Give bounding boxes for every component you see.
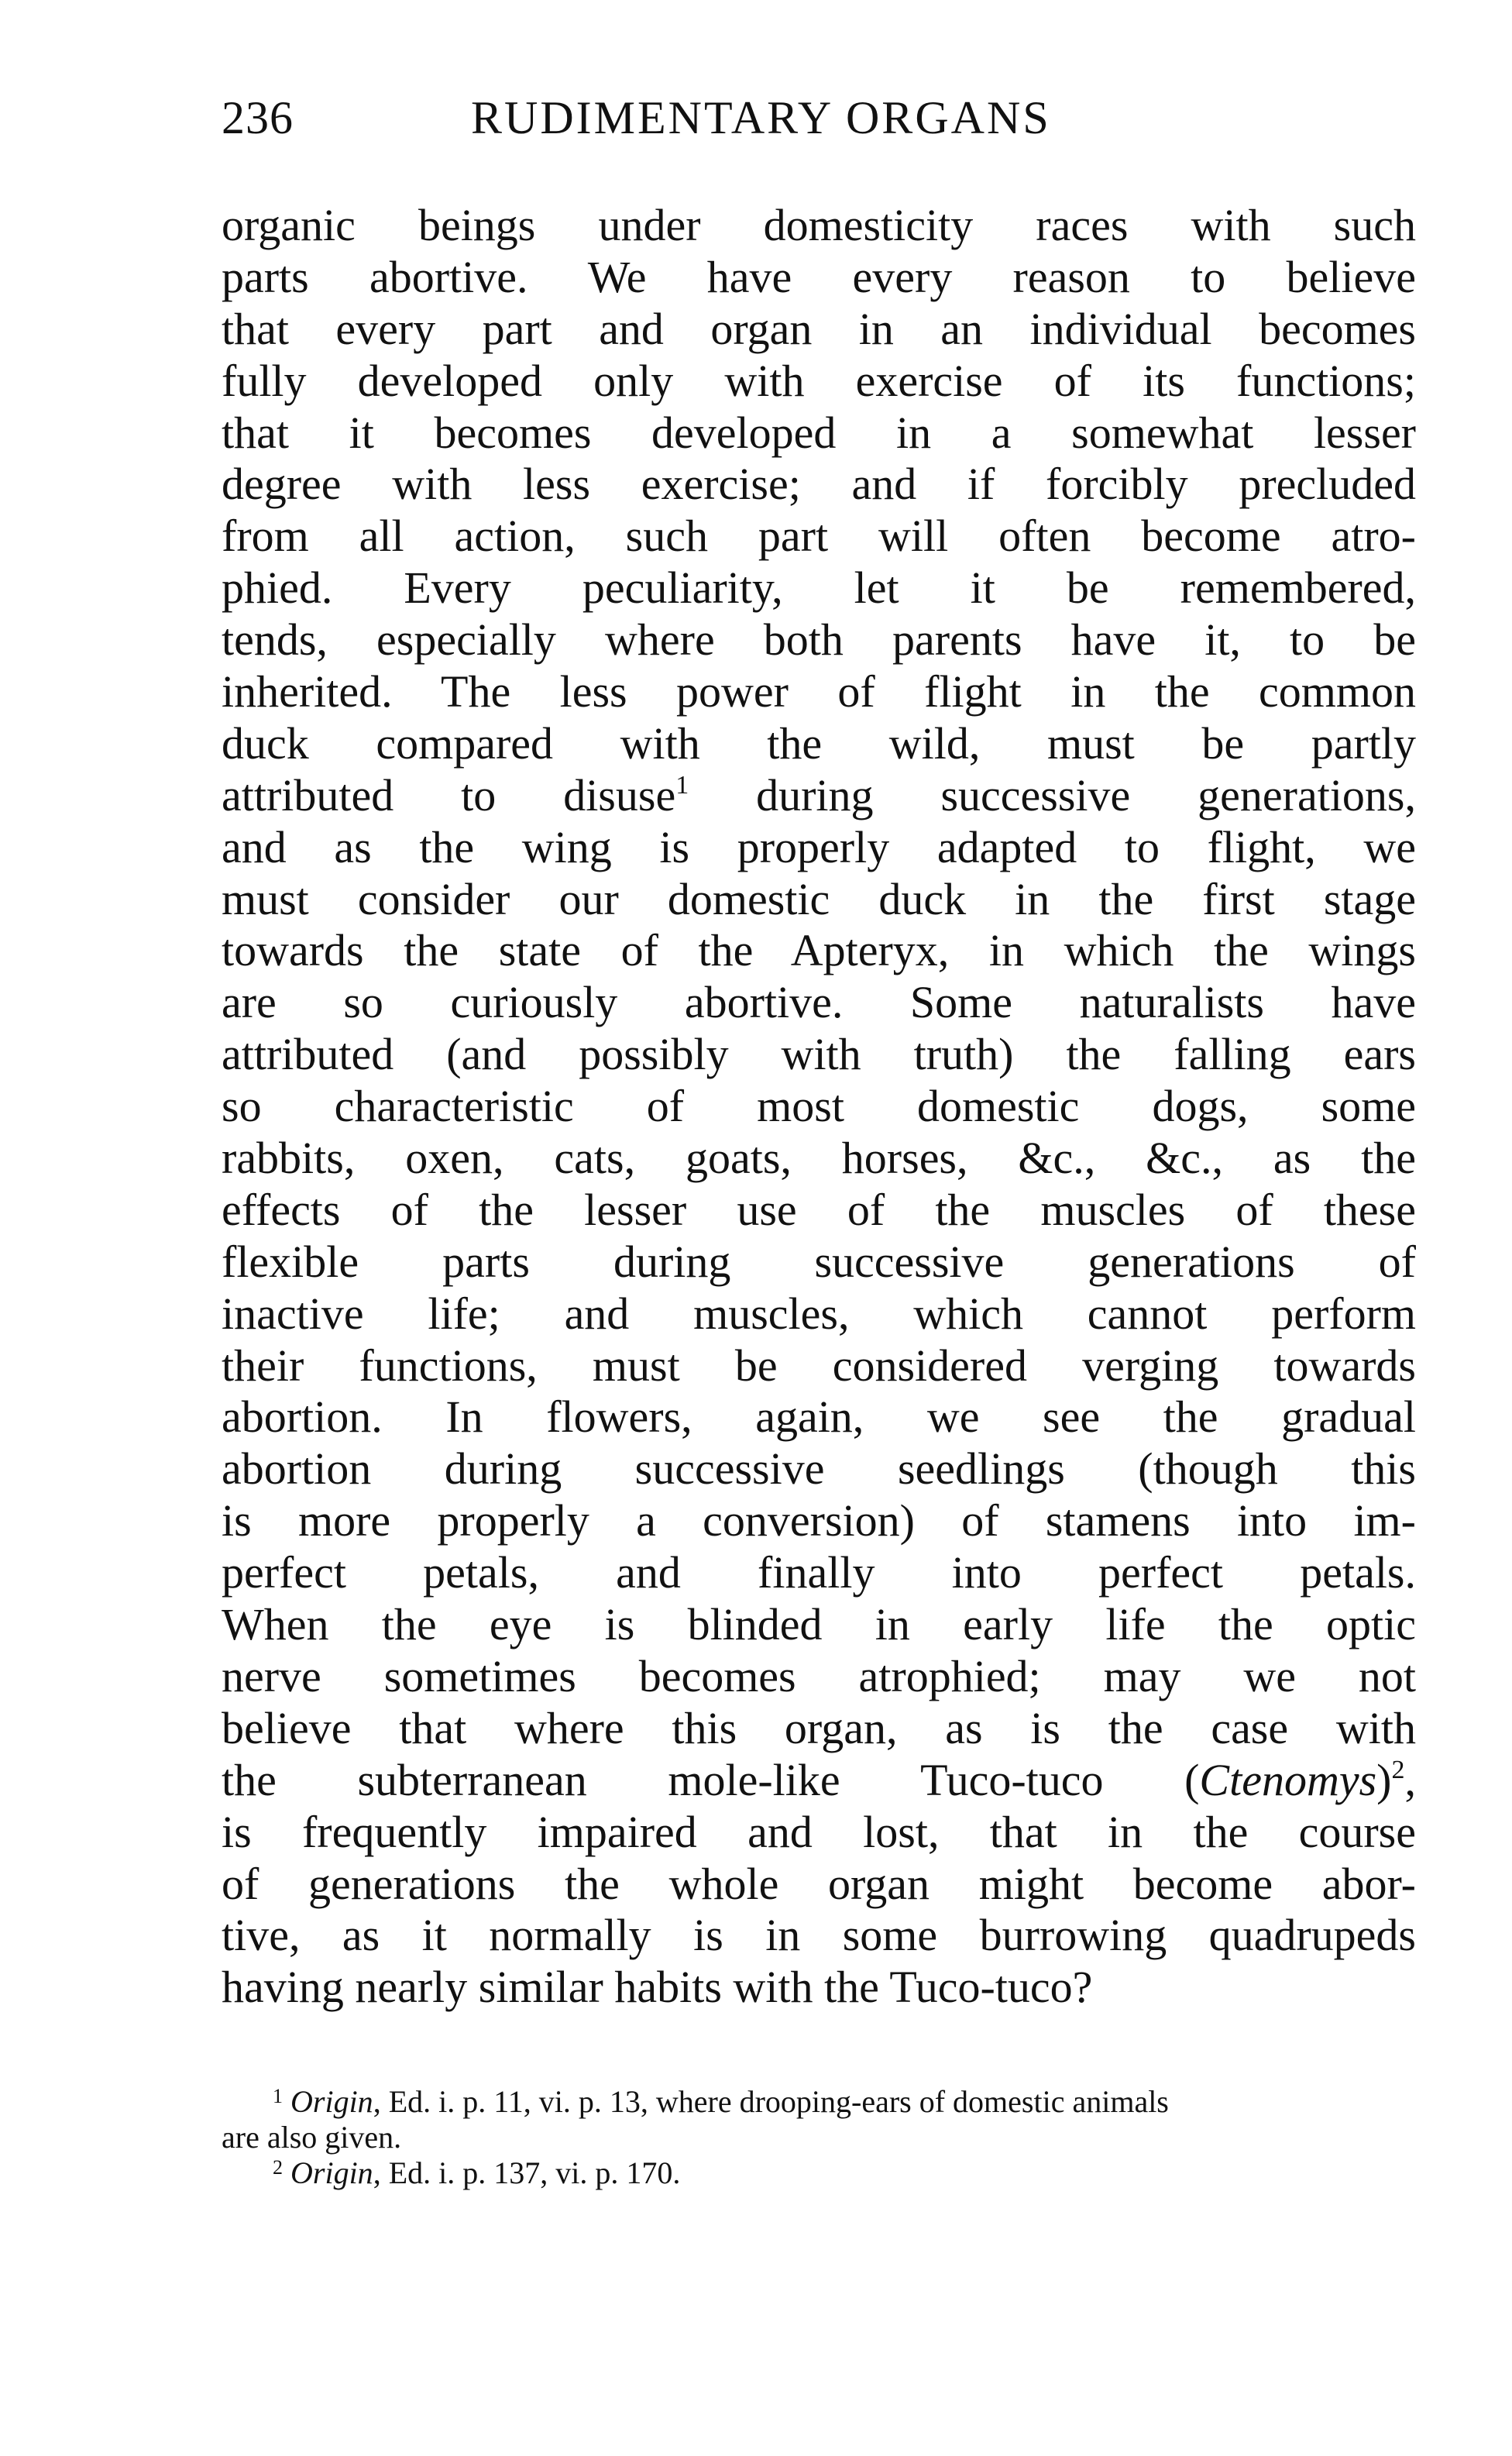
body-line: inherited. The less power of flight in the common [222,666,1416,717]
footnote-source: Origin [290,2155,373,2190]
footnote-ref-2: 2 [1391,1755,1405,1784]
body-line: from all action, such part will often become atro- [222,511,1416,562]
footnote-mark: 1 [273,2085,283,2107]
body-line-with-footnote-ref [222,770,1416,822]
body-line: believe that where this organ, as is the case with [222,1702,1416,1753]
body-line: abortion during successive seedlings (though this [222,1443,1416,1495]
body-line: their functions, must be considered verging towards [222,1340,1416,1391]
body-line: that it becomes developed in a somewhat lesser [222,407,1416,458]
body-line: is frequently impaired and lost, that in the course [222,1806,1416,1857]
body-line-with-footnote-ref [222,1755,1416,1807]
body-line: tive, as it normally is in some burrowing quadrupeds [222,1910,1416,1961]
body-line-text: , [1404,1754,1416,1805]
body-line: of generations the whole organ might become abor- [222,1858,1416,1909]
footnotes [222,2084,1416,2191]
footnote-source: Origin [290,2084,373,2119]
body-line: organic beings under domesticity races with such [222,200,1416,250]
footnote-text: , Ed. i. p. 11, vi. p. 13, where drooping-ears of domestic animals [373,2084,1169,2119]
page-number: 236 [222,92,294,143]
body-line-text: during successive generations, [689,769,1417,820]
genus-name: Ctenomys [1199,1754,1377,1805]
footnote-1 [222,2084,1416,2120]
body-line: having nearly similar habits with the Tuco-tuco? [222,1962,1093,2013]
body-line-text: attributed to disuse [222,769,676,820]
body-line: fully developed only with exercise of its functions; [222,355,1416,406]
body-line: flexible parts during successive generations of [222,1236,1416,1287]
footnote-1-continuation: are also given. [222,2120,402,2155]
page-header [222,91,1414,161]
body-line-text: ) [1376,1754,1392,1805]
body-line: must consider our domestic duck in the first stage [222,873,1416,924]
body-line: that every part and organ in an individual becomes [222,303,1416,354]
body-line: degree with less exercise; and if forcibly precluded [222,459,1416,510]
body-line: attributed (and possibly with truth) the falling ears [222,1029,1416,1080]
body-line: nerve sometimes becomes atrophied; may we not [222,1650,1416,1701]
running-head: RUDIMENTARY ORGANS [471,92,1051,143]
footnote-2 [222,2155,1416,2191]
body-line: When the eye is blinded in early life the optic [222,1599,1416,1650]
body-line: towards the state of the Apteryx, in which the wings [222,925,1416,976]
body-line: so characteristic of most domestic dogs, some [222,1081,1416,1132]
body-line: abortion. In flowers, again, we see the gradual [222,1391,1416,1443]
footnote-mark: 2 [273,2156,283,2179]
body-text [222,200,1416,2014]
body-line: perfect petals, and finally into perfect petals. [222,1547,1416,1598]
body-line: phied. Every peculiarity, let it be remembered, [222,562,1416,614]
body-line: duck compared with the wild, must be partly [222,717,1416,769]
body-line: inactive life; and muscles, which cannot perform [222,1288,1416,1339]
body-line: effects of the lesser use of the muscles of these [222,1184,1416,1235]
footnote-ref-1: 1 [675,770,689,800]
footnote-text: , Ed. i. p. 137, vi. p. 170. [373,2155,681,2190]
body-line: and as the wing is properly adapted to flight, we [222,821,1416,872]
body-line-text: the subterranean mole-like Tuco-tuco ( [222,1754,1200,1805]
body-line: tends, especially where both parents have it, to be [222,614,1416,666]
body-line: is more properly a conversion) of stamens into im- [222,1495,1416,1546]
body-line: parts abortive. We have every reason to believe [222,251,1416,302]
body-line: are so curiously abortive. Some naturalists have [222,977,1416,1028]
body-line: rabbits, oxen, cats, goats, horses, &c., &c., as the [222,1133,1416,1184]
